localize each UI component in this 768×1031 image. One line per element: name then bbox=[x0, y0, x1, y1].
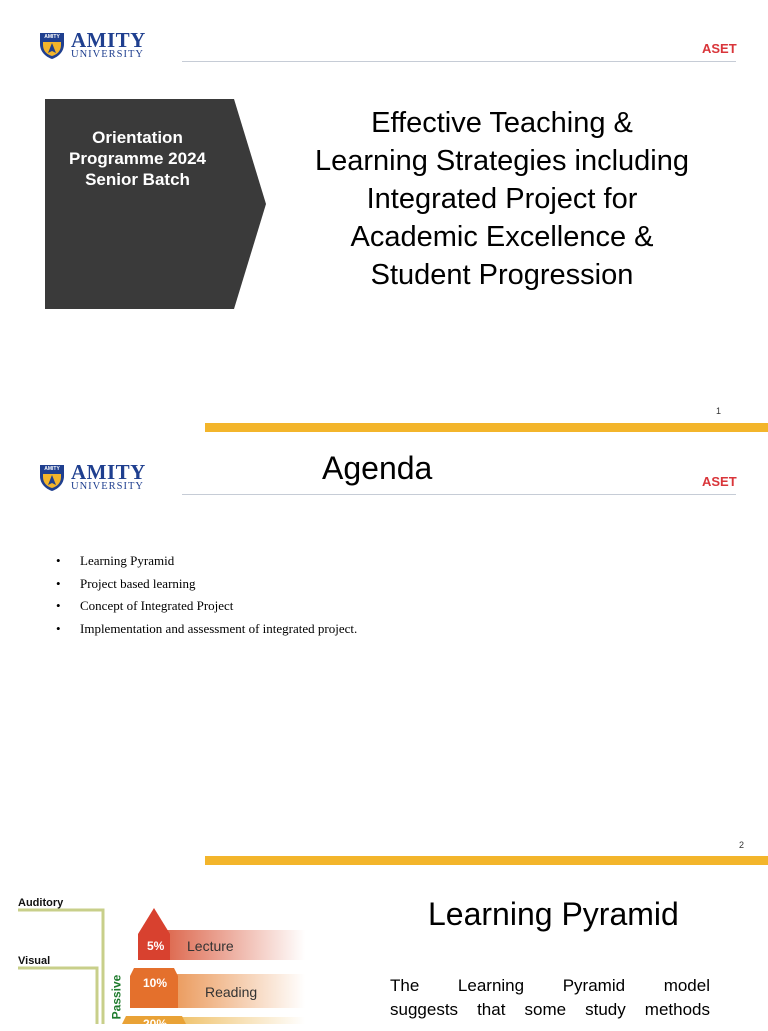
list-item: • Project based learning bbox=[56, 575, 196, 591]
brand-subtitle: UNIVERSITY bbox=[71, 49, 144, 60]
brand-name: AMITY bbox=[71, 460, 146, 484]
footer-bar bbox=[205, 856, 768, 865]
pyramid-percent-5: 5% bbox=[147, 939, 165, 953]
pyramid-label-lecture: Lecture bbox=[187, 938, 234, 954]
passive-label: Passive bbox=[109, 974, 124, 1020]
slide2-title: Agenda bbox=[322, 450, 433, 486]
header-divider bbox=[182, 61, 736, 62]
brand-name: AMITY bbox=[71, 28, 146, 52]
amity-crest-icon bbox=[37, 462, 67, 492]
department-label: ASET bbox=[702, 474, 737, 489]
slide3-body: The Learning Pyramid model suggests that some study methods bbox=[390, 976, 710, 1019]
amity-logo bbox=[37, 30, 146, 61]
slide1-title: Effective Teaching & Learning Strategies including Integrated Project for Academic Excellence & Student Progression bbox=[314, 107, 690, 291]
list-item: • Concept of Integrated Project bbox=[56, 598, 234, 613]
header-divider bbox=[182, 494, 736, 495]
department-label: ASET bbox=[702, 41, 737, 56]
orientation-banner-text: Orientation Programme 2024 Senior Batch bbox=[68, 128, 207, 189]
pyramid-percent-10: 10% bbox=[143, 976, 168, 990]
page-number: 2 bbox=[739, 840, 745, 850]
crest-label: AMITY bbox=[44, 466, 60, 473]
agenda-list bbox=[56, 552, 357, 642]
slide3-title: Learning Pyramid bbox=[428, 896, 679, 932]
list-item: • Learning Pyramid bbox=[56, 553, 175, 568]
amity-crest-icon bbox=[37, 30, 67, 60]
footer-bar bbox=[205, 423, 768, 432]
list-item: • Implementation and assessment of integrated project. bbox=[56, 620, 358, 636]
visual-label: Visual bbox=[18, 955, 51, 967]
crest-label: AMITY bbox=[44, 34, 60, 41]
pyramid-label-reading: Reading bbox=[205, 984, 258, 1000]
brand-subtitle: UNIVERSITY bbox=[71, 481, 144, 492]
auditory-label: Auditory bbox=[18, 897, 64, 909]
pyramid-percent-20: 20% bbox=[143, 1017, 168, 1031]
amity-logo bbox=[37, 462, 146, 493]
page-number: 1 bbox=[716, 406, 722, 416]
